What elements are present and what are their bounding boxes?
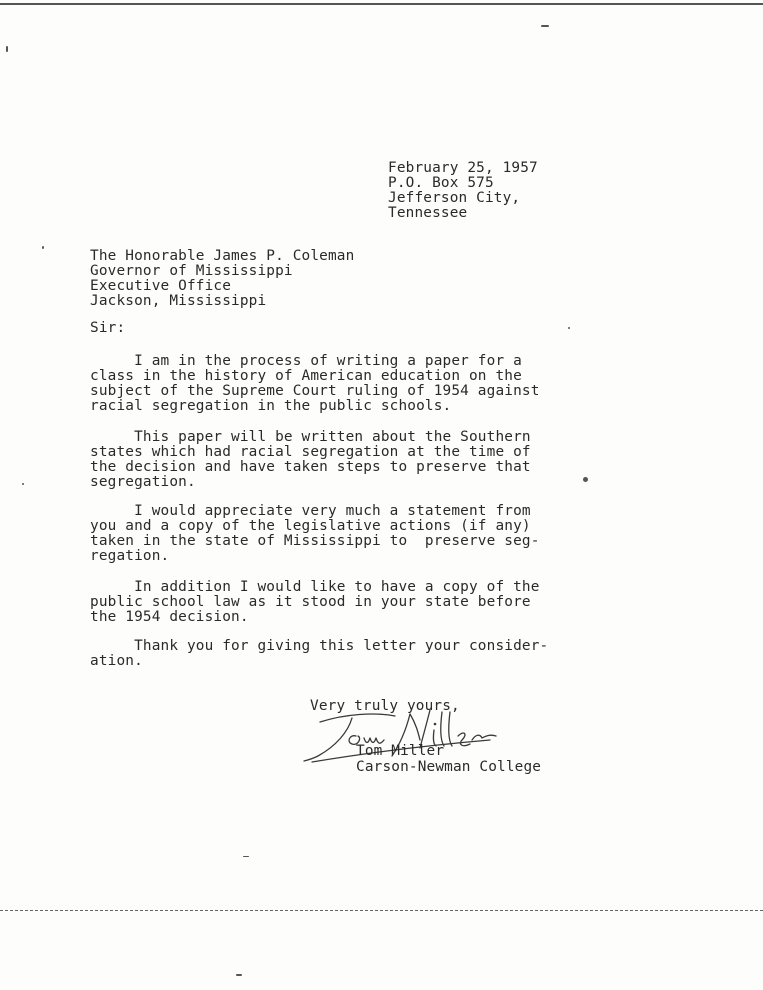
salutation: Sir:: [90, 320, 126, 336]
scan-speck: [236, 974, 242, 976]
top-edge-rule: [0, 3, 763, 5]
state-line: Tennessee: [388, 205, 468, 221]
scan-speck: [22, 483, 24, 485]
signer-affiliation: Carson-Newman College: [356, 759, 542, 775]
paragraph-1-line: I am in the process of writing a paper for a: [90, 353, 522, 369]
scan-speck: [42, 246, 44, 249]
bottom-edge-rule: [0, 910, 763, 912]
paragraph-2-line: segregation.: [90, 474, 196, 490]
signer-name: Tom Miller: [356, 743, 445, 759]
paragraph-5-line: Thank you for giving this letter your consider-: [90, 638, 549, 654]
paragraph-3-line: taken in the state of Mississippi to preserve seg-: [90, 533, 540, 549]
paragraph-4-line: public school law as it stood in your state before: [90, 594, 531, 610]
recipient-office: Executive Office: [90, 278, 232, 294]
paragraph-1-line: racial segregation in the public schools.: [90, 398, 452, 414]
paragraph-3-line: you and a copy of the legislative actions (if any): [90, 518, 531, 534]
po-box-line: P.O. Box 575: [388, 175, 494, 191]
closing: Very truly yours,: [310, 698, 460, 714]
paragraph-2-line: This paper will be written about the Southern: [90, 429, 531, 445]
paragraph-1-line: class in the history of American education on the: [90, 368, 522, 384]
scan-speck: [568, 327, 570, 329]
recipient-title: Governor of Mississippi: [90, 263, 293, 279]
recipient-city: Jackson, Mississippi: [90, 293, 267, 309]
scan-speck: [6, 46, 8, 52]
paragraph-3-line: regation.: [90, 548, 170, 564]
paragraph-4-line: In addition I would like to have a copy of the: [90, 579, 540, 595]
paragraph-2-line: states which had racial segregation at the time of: [90, 444, 531, 460]
scan-speck: [243, 856, 249, 857]
city-line: Jefferson City,: [388, 190, 521, 206]
paragraph-4-line: the 1954 decision.: [90, 609, 249, 625]
scan-speck: [583, 477, 588, 482]
scan-speck: [541, 25, 549, 27]
date-line: February 25, 1957: [388, 160, 538, 176]
paragraph-3-line: I would appreciate very much a statement from: [90, 503, 531, 519]
paragraph-5-line: ation.: [90, 653, 143, 669]
recipient-name: The Honorable James P. Coleman: [90, 248, 355, 264]
paragraph-2-line: the decision and have taken steps to preserve that: [90, 459, 531, 475]
paragraph-1-line: subject of the Supreme Court ruling of 1954 against: [90, 383, 540, 399]
